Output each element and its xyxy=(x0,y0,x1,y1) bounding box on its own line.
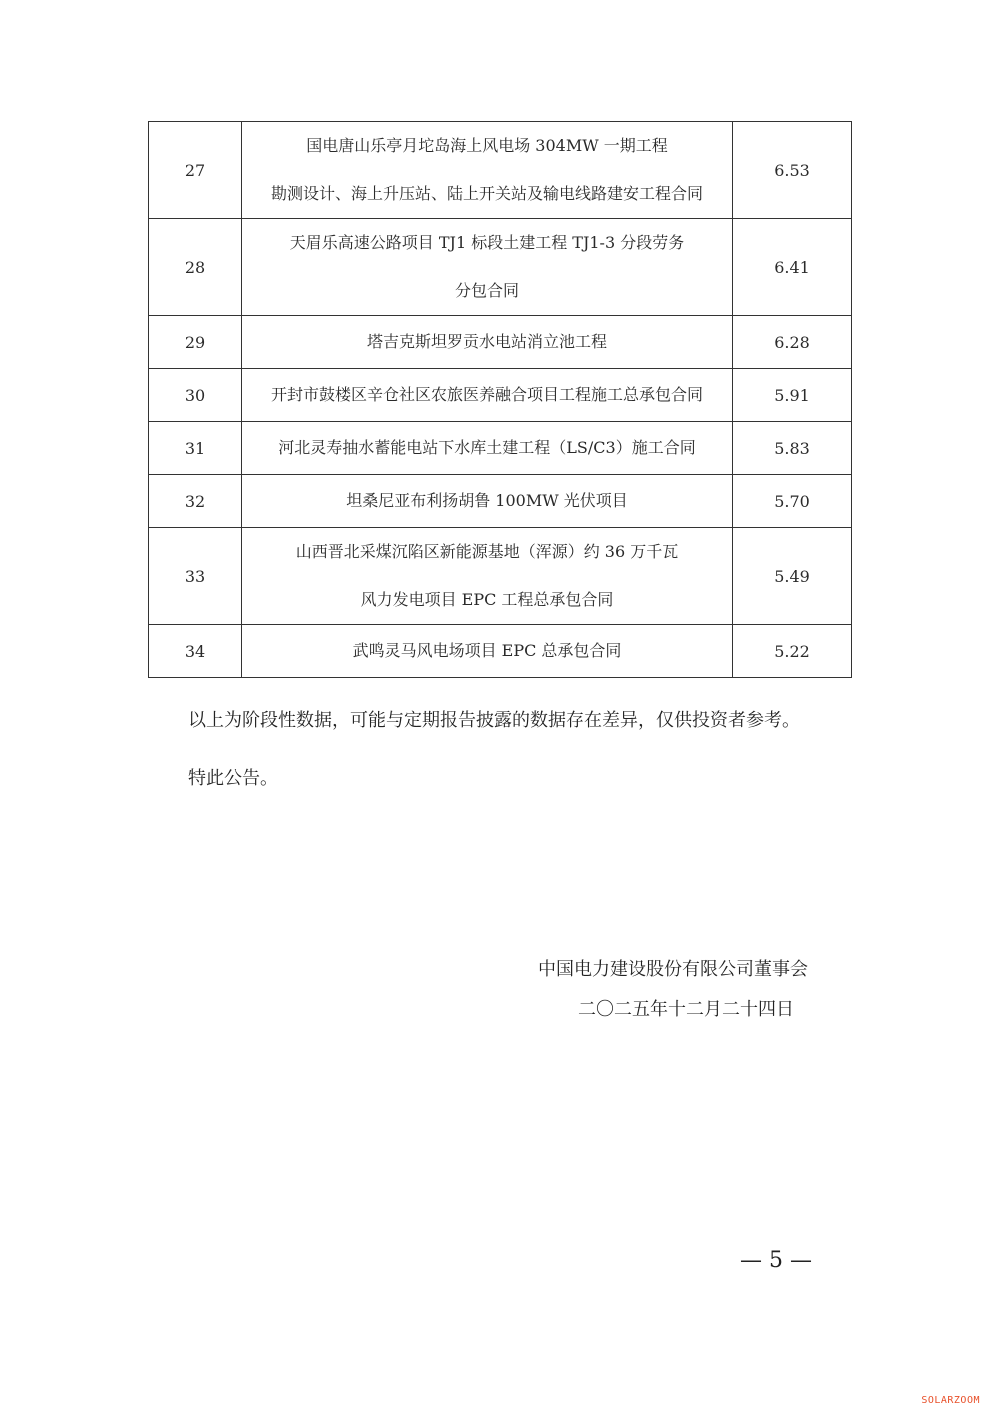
table-row xyxy=(149,369,852,422)
contract-amount: 5.83 xyxy=(733,422,852,475)
row-number: 28 xyxy=(149,219,242,316)
contract-name-line: 山西晋北采煤沉陷区新能源基地（浑源）约 36 万千瓦 xyxy=(295,542,679,561)
row-number: 30 xyxy=(149,369,242,422)
contract-name-line: 天眉乐高速公路项目 TJ1 标段土建工程 TJ1-3 分段劳务 xyxy=(289,233,685,252)
contract-name xyxy=(242,316,733,369)
table-row xyxy=(149,475,852,528)
watermark-logo: SOLARZOOM xyxy=(921,1395,980,1406)
contract-name xyxy=(242,528,733,625)
contract-amount: 5.70 xyxy=(733,475,852,528)
contract-name-line: 开封市鼓楼区辛仓社区农旅医养融合项目工程施工总承包合同 xyxy=(270,385,703,404)
table-row xyxy=(149,422,852,475)
row-number: 34 xyxy=(149,625,242,678)
table-row xyxy=(149,122,852,219)
contract-name-line: 国电唐山乐亭月坨岛海上风电场 304MW 一期工程 xyxy=(306,136,668,155)
row-number: 33 xyxy=(149,528,242,625)
contract-amount: 5.91 xyxy=(733,369,852,422)
contract-amount: 5.22 xyxy=(733,625,852,678)
row-number: 29 xyxy=(149,316,242,369)
contract-name-line: 武鸣灵马风电场项目 EPC 总承包合同 xyxy=(352,641,622,660)
contract-name-line: 风力发电项目 EPC 工程总承包合同 xyxy=(360,590,614,609)
table-row xyxy=(149,625,852,678)
disclaimer-note: 以上为阶段性数据，可能与定期报告披露的数据存在差异，仅供投资者参考。 xyxy=(188,710,800,731)
table-row xyxy=(149,316,852,369)
page-number: — 5 — xyxy=(740,1248,812,1273)
contract-amount: 6.41 xyxy=(733,219,852,316)
announcement-date: 二〇二五年十二月二十四日 xyxy=(578,999,794,1020)
table-row xyxy=(149,219,852,316)
contract-name xyxy=(242,625,733,678)
contract-name xyxy=(242,369,733,422)
row-number: 32 xyxy=(149,475,242,528)
contract-name-line: 分包合同 xyxy=(454,281,519,300)
contract-name xyxy=(242,475,733,528)
contract-name xyxy=(242,422,733,475)
contract-name xyxy=(242,219,733,316)
contract-amount: 6.28 xyxy=(733,316,852,369)
contract-amount: 6.53 xyxy=(733,122,852,219)
table-row xyxy=(149,528,852,625)
contract-amount: 5.49 xyxy=(733,528,852,625)
signer-name: 中国电力建设股份有限公司董事会 xyxy=(538,959,808,980)
row-number: 27 xyxy=(149,122,242,219)
contract-name xyxy=(242,122,733,219)
contract-name-line: 坦桑尼亚布利扬胡鲁 100MW 光伏项目 xyxy=(346,491,628,510)
contracts-table xyxy=(148,121,852,678)
contract-name-line: 河北灵寿抽水蓄能电站下水库土建工程（LS/C3）施工合同 xyxy=(278,438,696,457)
closing-statement: 特此公告。 xyxy=(188,768,278,789)
row-number: 31 xyxy=(149,422,242,475)
contract-name-line: 勘测设计、海上升压站、陆上开关站及输电线路建安工程合同 xyxy=(270,184,703,203)
contract-name-line: 塔吉克斯坦罗贡水电站消立池工程 xyxy=(366,332,607,351)
